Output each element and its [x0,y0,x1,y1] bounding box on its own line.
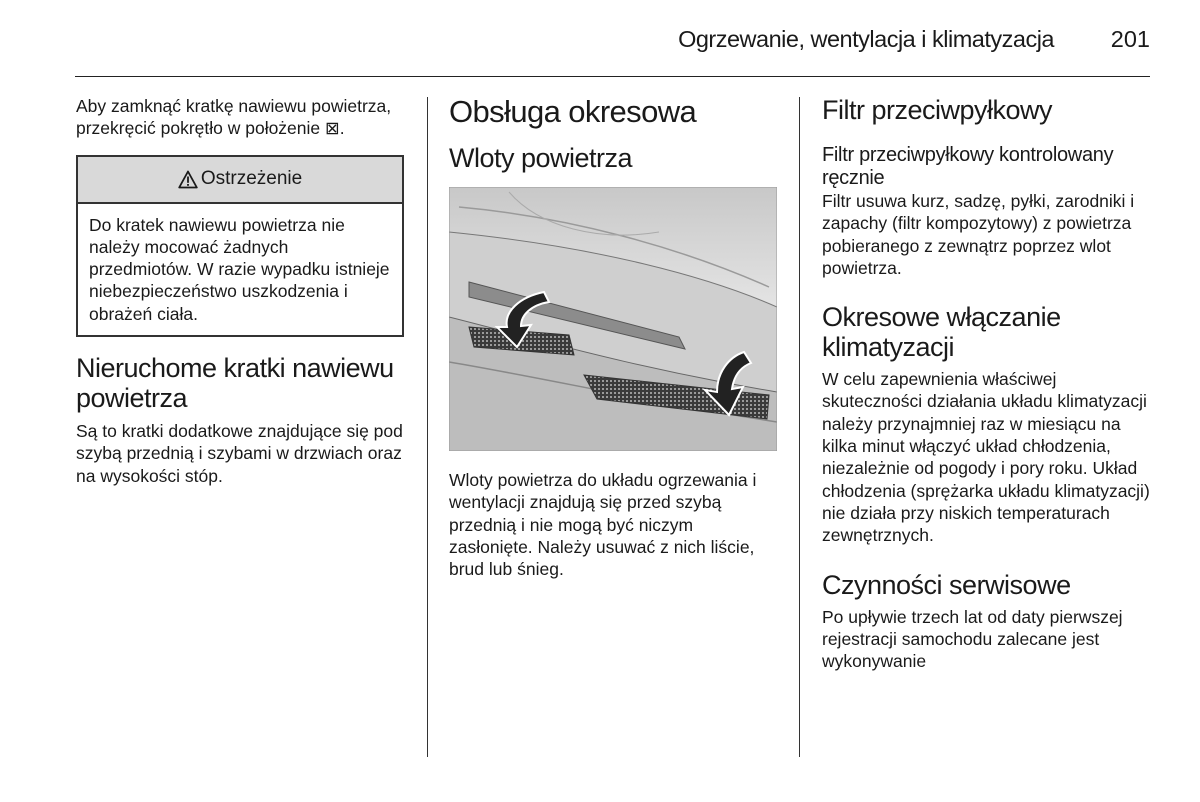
header-title: Ogrzewanie, wentylacja i klimatyzacja [678,26,1054,52]
column-divider [799,97,800,757]
manual-filter-subheading: Filtr przeciwpyłkowy kontrolowany ręcznie [822,144,1114,189]
warning-title: Ostrzeżenie [200,168,303,190]
ac-periodic-heading: Okresowe włączanie klimatyzacji [822,302,1061,363]
column-middle [449,95,779,580]
page-header [75,0,1150,77]
column-divider [427,97,428,757]
column-left [76,95,406,487]
column-right [822,95,1152,672]
intro-period: . [339,118,345,139]
service-heading: Czynności serwisowe [822,569,1071,600]
pollen-filter-heading: Filtr przeciwpyłkowy [822,95,1053,125]
fixed-vents-text: Są to kratki dodatkowe znajdujące się pod szybą przednią i szybami w drzwiach oraz na wysokości stóp. [76,421,403,486]
service-text: Po upływie trzech lat od daty pierwszej rejestracji samochodu zalecane jest wykonywanie [822,606,1123,672]
air-intake-illustration [449,187,777,451]
warning-text: Do kratek nawiewu powietrza nie należy mocować żadnych przedmiotów. W razie wypadku istnieje niebezpieczeństwo uszkodzenia i obrażeń ciała. [89,214,390,324]
warning-header [78,157,402,204]
intro-paragraph [76,95,406,140]
ac-periodic-text: W celu zapewnienia właściwej skuteczności działania układu klimatyzacji należy przynajmniej raz w miesiącu na kilka minut włączyć układ chłodzenia, niezależnie od pogody i pory roku. Układ chłodzenia (sprężarka układu klimatyzacji) nie działa przy niskich temperaturach zewnętrznych. [822,369,1150,546]
warning-box [76,155,404,337]
maintenance-heading: Obsługa okresowa [449,94,697,129]
intro-text: Aby zamknąć kratkę nawiewu powietrza, przekręcić pokrętło w położenie [76,96,392,139]
close-position-icon: ⊠ [325,118,340,139]
pollen-filter-text: Filtr usuwa kurz, sadzę, pyłki, zarodniki i zapachy (filtr kompozytowy) z powietrza pobieranego z zewnątrz poprzez wlot powietrza. [822,191,1135,278]
air-intakes-heading: Wloty powietrza [449,143,633,173]
air-intakes-text: Wloty powietrza do układu ogrzewania i wentylacji znajdują się przed szybą przednią i nie mogą być niczym zasłonięte. Należy usuwać z nich liście, brud lub śnieg. [449,470,757,580]
fixed-vents-heading: Nieruchome kratki nawiewu powietrza [76,353,394,414]
page-number: 201 [1110,26,1150,52]
warning-triangle-icon [178,170,198,189]
windshield-cowl-image [449,187,777,451]
